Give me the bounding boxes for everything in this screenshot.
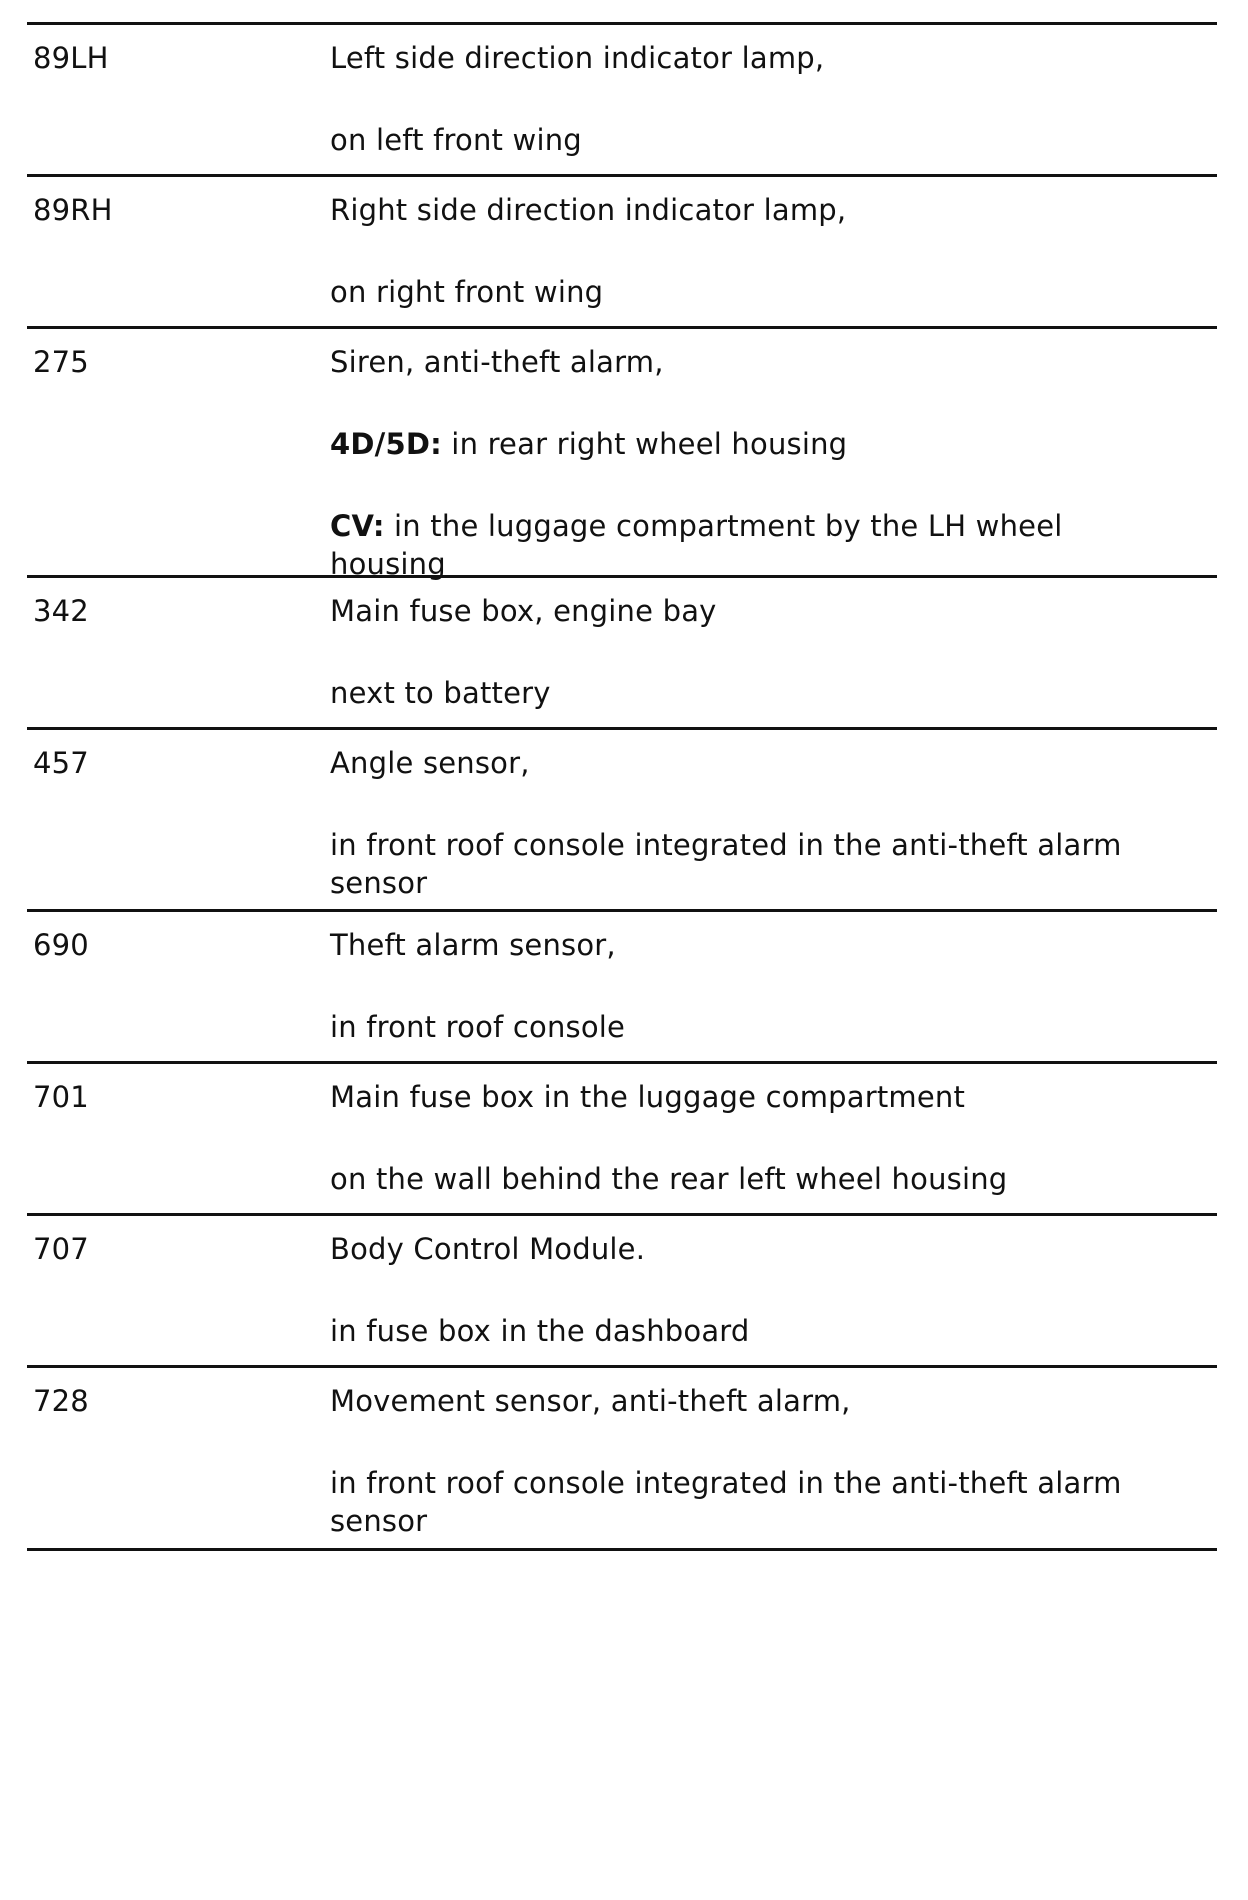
description-line bbox=[330, 507, 1177, 583]
component-code: 457 bbox=[33, 746, 89, 780]
component-description bbox=[330, 1064, 1217, 1213]
description-line bbox=[330, 343, 1177, 381]
description-text: in front roof console bbox=[330, 1010, 626, 1044]
component-description bbox=[330, 578, 1217, 727]
component-code: 89LH bbox=[33, 41, 109, 75]
table-row bbox=[27, 1213, 1217, 1365]
description-text: on right front wing bbox=[330, 275, 604, 309]
description-text: in fuse box in the dashboard bbox=[330, 1314, 750, 1348]
description-line bbox=[330, 425, 1177, 463]
description-line bbox=[330, 1382, 1177, 1420]
component-code: 342 bbox=[33, 594, 89, 628]
description-line bbox=[330, 273, 1177, 311]
component-code: 728 bbox=[33, 1384, 89, 1418]
description-text: Theft alarm sensor, bbox=[330, 928, 616, 962]
description-text: in rear right wheel housing bbox=[441, 427, 848, 461]
description-text: in front roof console integrated in the anti-theft alarm sensor bbox=[330, 1466, 1122, 1538]
description-text: next to battery bbox=[330, 676, 551, 710]
description-text: Main fuse box in the luggage compartment bbox=[330, 1080, 966, 1114]
description-line bbox=[330, 674, 1177, 712]
description-line bbox=[330, 191, 1177, 229]
description-text: Left side direction indicator lamp, bbox=[330, 41, 825, 75]
component-description bbox=[330, 912, 1217, 1061]
description-line bbox=[330, 744, 1177, 782]
description-line bbox=[330, 926, 1177, 964]
description-line bbox=[330, 1312, 1177, 1350]
description-text: on the wall behind the rear left wheel housing bbox=[330, 1162, 1008, 1196]
description-line bbox=[330, 1078, 1177, 1116]
component-code: 89RH bbox=[33, 193, 113, 227]
description-text: in front roof console integrated in the anti-theft alarm sensor bbox=[330, 828, 1122, 900]
component-code: 690 bbox=[33, 928, 89, 962]
description-line bbox=[330, 1008, 1177, 1046]
description-text: Angle sensor, bbox=[330, 746, 530, 780]
table-row bbox=[27, 575, 1217, 727]
component-code: 701 bbox=[33, 1080, 89, 1114]
description-text: in the luggage compartment by the LH wheel housing bbox=[330, 509, 1063, 581]
description-line bbox=[330, 39, 1177, 77]
description-text: Movement sensor, anti-theft alarm, bbox=[330, 1384, 851, 1418]
description-text: Right side direction indicator lamp, bbox=[330, 193, 847, 227]
component-code: 275 bbox=[33, 345, 89, 379]
table-row bbox=[27, 727, 1217, 909]
description-text: Main fuse box, engine bay bbox=[330, 594, 717, 628]
table-row bbox=[27, 1365, 1217, 1548]
component-code: 707 bbox=[33, 1232, 89, 1266]
description-line bbox=[330, 1160, 1177, 1198]
table-row bbox=[27, 22, 1217, 174]
variant-label: 4D/5D: bbox=[330, 427, 442, 461]
component-description bbox=[330, 730, 1217, 909]
component-description bbox=[330, 177, 1217, 326]
description-line bbox=[330, 1464, 1177, 1540]
component-description bbox=[330, 1368, 1217, 1548]
description-line bbox=[330, 826, 1177, 902]
table-row bbox=[27, 326, 1217, 581]
table-row bbox=[27, 1061, 1217, 1213]
component-description bbox=[330, 1216, 1217, 1365]
table-row bbox=[27, 174, 1217, 326]
component-description bbox=[330, 329, 1217, 581]
description-line bbox=[330, 592, 1177, 630]
description-text: on left front wing bbox=[330, 123, 582, 157]
variant-label: CV: bbox=[330, 509, 385, 543]
table-row bbox=[27, 909, 1217, 1061]
component-description bbox=[330, 25, 1217, 174]
description-text: Siren, anti-theft alarm, bbox=[330, 345, 664, 379]
description-text: Body Control Module. bbox=[330, 1232, 646, 1266]
description-line bbox=[330, 121, 1177, 159]
description-line bbox=[330, 1230, 1177, 1268]
component-location-table bbox=[27, 22, 1217, 1551]
